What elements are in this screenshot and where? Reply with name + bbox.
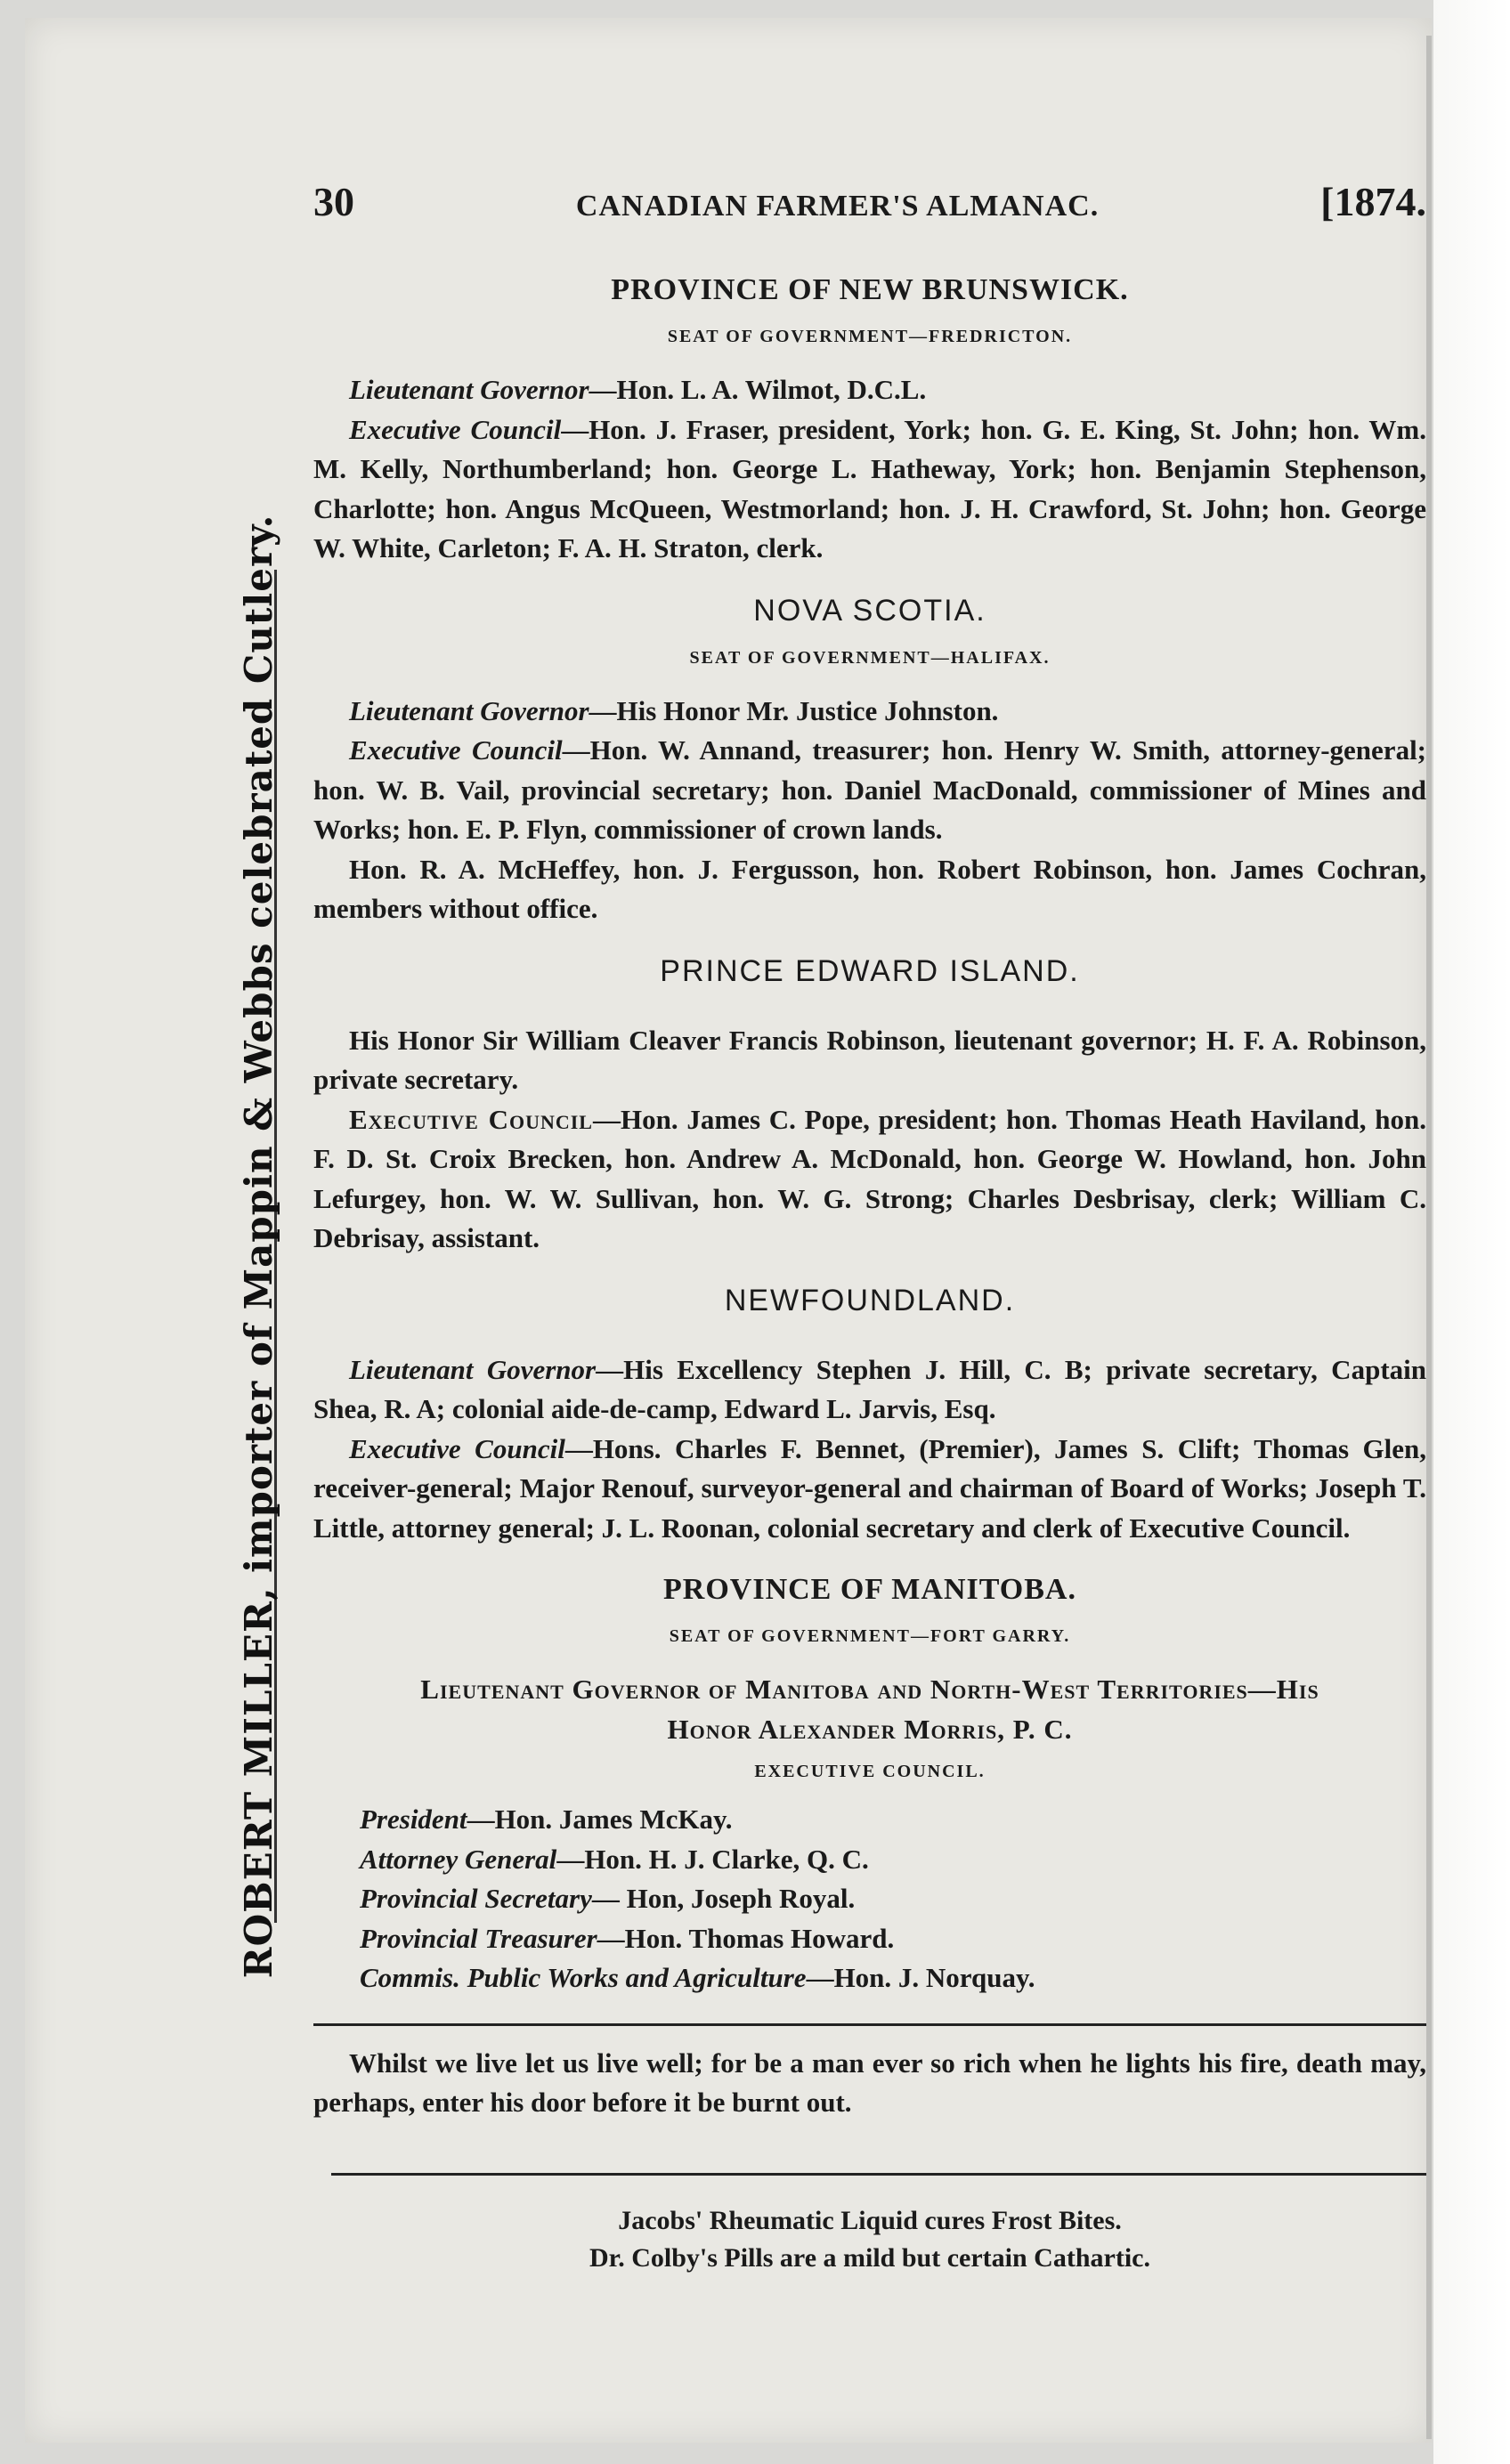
section-heading: NOVA SCOTIA. bbox=[753, 593, 986, 628]
list-item bbox=[313, 1800, 1426, 1840]
entry-label: Executive Council bbox=[349, 1103, 593, 1135]
entry-text: —Hon. J. Fraser, president, York; hon. G. E. King, St. John; hon. Wm. M. Kelly, Northumberland; hon. George L. Hatheway, York; hon. Benjamin Stephenson, Charlotte; hon. Angus McQueen, Westmorland; hon. J. H. Crawford, St. John; hon. George W. White, Carleton; F. A. H. Straton, clerk. bbox=[313, 413, 1426, 563]
executive-council-list bbox=[313, 1800, 1426, 1998]
entry-label: Executive Council bbox=[349, 734, 563, 766]
entry-label: Executive Council bbox=[349, 413, 562, 445]
member-name: —Hon. Thomas Howard. bbox=[597, 1922, 895, 1954]
lg-line-2: Honor Alexander Morris, P. C. bbox=[667, 1713, 1073, 1745]
executive-council-entry bbox=[313, 1430, 1426, 1549]
lieutenant-governor-entry: His Honor Sir William Cleaver Francis Robinson, lieutenant governor; H. F. A. Robinson, private secretary. bbox=[313, 1024, 1426, 1095]
section-new-brunswick bbox=[313, 273, 1426, 569]
running-header bbox=[313, 178, 1426, 225]
section-nova-scotia bbox=[313, 594, 1426, 929]
entry-text: —Hon. L. A. Wilmot, D.C.L. bbox=[589, 374, 927, 405]
seat-of-government: SEAT OF GOVERNMENT—HALIFAX. bbox=[689, 647, 1051, 668]
member-name: —Hon. James McKay. bbox=[467, 1803, 733, 1835]
member-office: Provincial Treasurer bbox=[360, 1922, 597, 1954]
motto bbox=[313, 2044, 1426, 2123]
list-item bbox=[313, 1879, 1426, 1919]
entry-text: —Hon. James C. Pope, president; hon. Thomas Heath Haviland, hon. F. D. St. Croix Brecken, hon. Andrew A. McDonald, hon. George W. Howland, hon. John Lefurgey, hon. W. W. Sullivan, hon. W. G. Strong; Charles Desbrisay, clerk; William C. Debrisay, assistant. bbox=[313, 1103, 1426, 1253]
entry-text: —Hon. W. Annand, treasurer; hon. Henry W. Smith, attorney-general; hon. W. B. Vail, provincial secretary; hon. Daniel MacDonald, commissioner of Mines and Works; hon. E. P. Flyn, commissioner of crown lands. bbox=[313, 734, 1427, 845]
section-heading: PROVINCE OF NEW BRUNSWICK. bbox=[611, 273, 1129, 306]
executive-council-entry bbox=[313, 410, 1426, 569]
section-heading: PROVINCE OF MANITOBA. bbox=[663, 1573, 1076, 1606]
lieutenant-governor-entry bbox=[313, 370, 1426, 410]
executive-council-entry bbox=[313, 731, 1426, 850]
member-name: —Hon. H. J. Clarke, Q. C. bbox=[556, 1843, 869, 1875]
seat-of-government: SEAT OF GOVERNMENT—FORT GARRY. bbox=[669, 1626, 1071, 1646]
executive-council-heading: EXECUTIVE COUNCIL. bbox=[754, 1762, 986, 1781]
member-name: —Hon. J. Norquay. bbox=[806, 1962, 1035, 1993]
divider bbox=[313, 2023, 1426, 2026]
year: [1874. bbox=[1320, 179, 1426, 224]
divider bbox=[331, 2173, 1426, 2176]
running-title: CANADIAN FARMER'S ALMANAC. bbox=[575, 190, 1100, 223]
section-heading: PRINCE EDWARD ISLAND. bbox=[660, 953, 1080, 988]
entry-label: Lieutenant Governor bbox=[349, 1353, 597, 1385]
lg-line-1: Lieutenant Governor of Manitoba and North-West Territories—His bbox=[420, 1674, 1319, 1705]
entry-label: Lieutenant Governor bbox=[349, 374, 589, 405]
section-heading: NEWFOUNDLAND. bbox=[724, 1283, 1016, 1317]
lieutenant-governor-entry bbox=[313, 1350, 1426, 1430]
entry-label: Lieutenant Governor bbox=[349, 694, 589, 726]
member-office: President bbox=[360, 1803, 467, 1835]
footer-advertisements bbox=[313, 2202, 1426, 2277]
member-name: — Hon, Joseph Royal. bbox=[591, 1883, 856, 1914]
member-office: Commis. Public Works and Agriculture bbox=[360, 1962, 807, 1993]
entry-label: Executive Council bbox=[349, 1432, 565, 1464]
page-number: 30 bbox=[313, 179, 354, 224]
member-office: Attorney General bbox=[360, 1843, 557, 1875]
list-item bbox=[313, 1919, 1426, 1959]
motto-text: Whilst we live let us live well; for be a man ever so rich when he lights his fire, death may, perhaps, enter his door before it be burnt out. bbox=[313, 2047, 1426, 2118]
page-gutter bbox=[1426, 36, 1432, 2439]
section-prince-edward-island bbox=[313, 954, 1426, 1259]
footer-ad-line-2: Dr. Colby's Pills are a mild but certain Cathartic. bbox=[589, 2242, 1150, 2273]
entry-text: —His Excellency Stephen J. Hill, C. B; private secretary, Captain Shea, R. A; colonial aide-de-camp, Edward L. Jarvis, Esq. bbox=[313, 1353, 1426, 1424]
executive-council-entry bbox=[313, 1100, 1426, 1259]
list-item bbox=[313, 1840, 1426, 1880]
page-content bbox=[313, 178, 1426, 2277]
entry-text: —His Honor Mr. Justice Johnston. bbox=[589, 694, 999, 726]
lieutenant-governor-entry bbox=[313, 1670, 1426, 1749]
lieutenant-governor-entry bbox=[313, 692, 1426, 732]
section-newfoundland bbox=[313, 1284, 1426, 1549]
section-manitoba bbox=[313, 1573, 1426, 1998]
list-item bbox=[313, 1958, 1426, 1998]
entry-text: —Hons. Charles F. Bennet, (Premier), James S. Clift; Thomas Glen, receiver-general; Major Renouf, surveyor-general and chairman of Board of Works; Joseph T. Little, attorney general; J. L. Roonan, colonial secretary and clerk of Executive Council. bbox=[313, 1432, 1426, 1544]
footer-ad-line-1: Jacobs' Rheumatic Liquid cures Frost Bites. bbox=[618, 2205, 1122, 2235]
side-advertisement: ROBERT MILLER, importer of Mappin & Webbs celebrated Cutlery. bbox=[236, 514, 280, 1979]
facing-page-edge bbox=[1433, 0, 1510, 2464]
member-office: Provincial Secretary bbox=[360, 1883, 592, 1914]
seat-of-government: SEAT OF GOVERNMENT—FREDRICTON. bbox=[667, 327, 1073, 346]
members-without-office: Hon. R. A. McHeffey, hon. J. Fergusson, hon. Robert Robinson, hon. James Cochran, members without office. bbox=[313, 853, 1426, 924]
